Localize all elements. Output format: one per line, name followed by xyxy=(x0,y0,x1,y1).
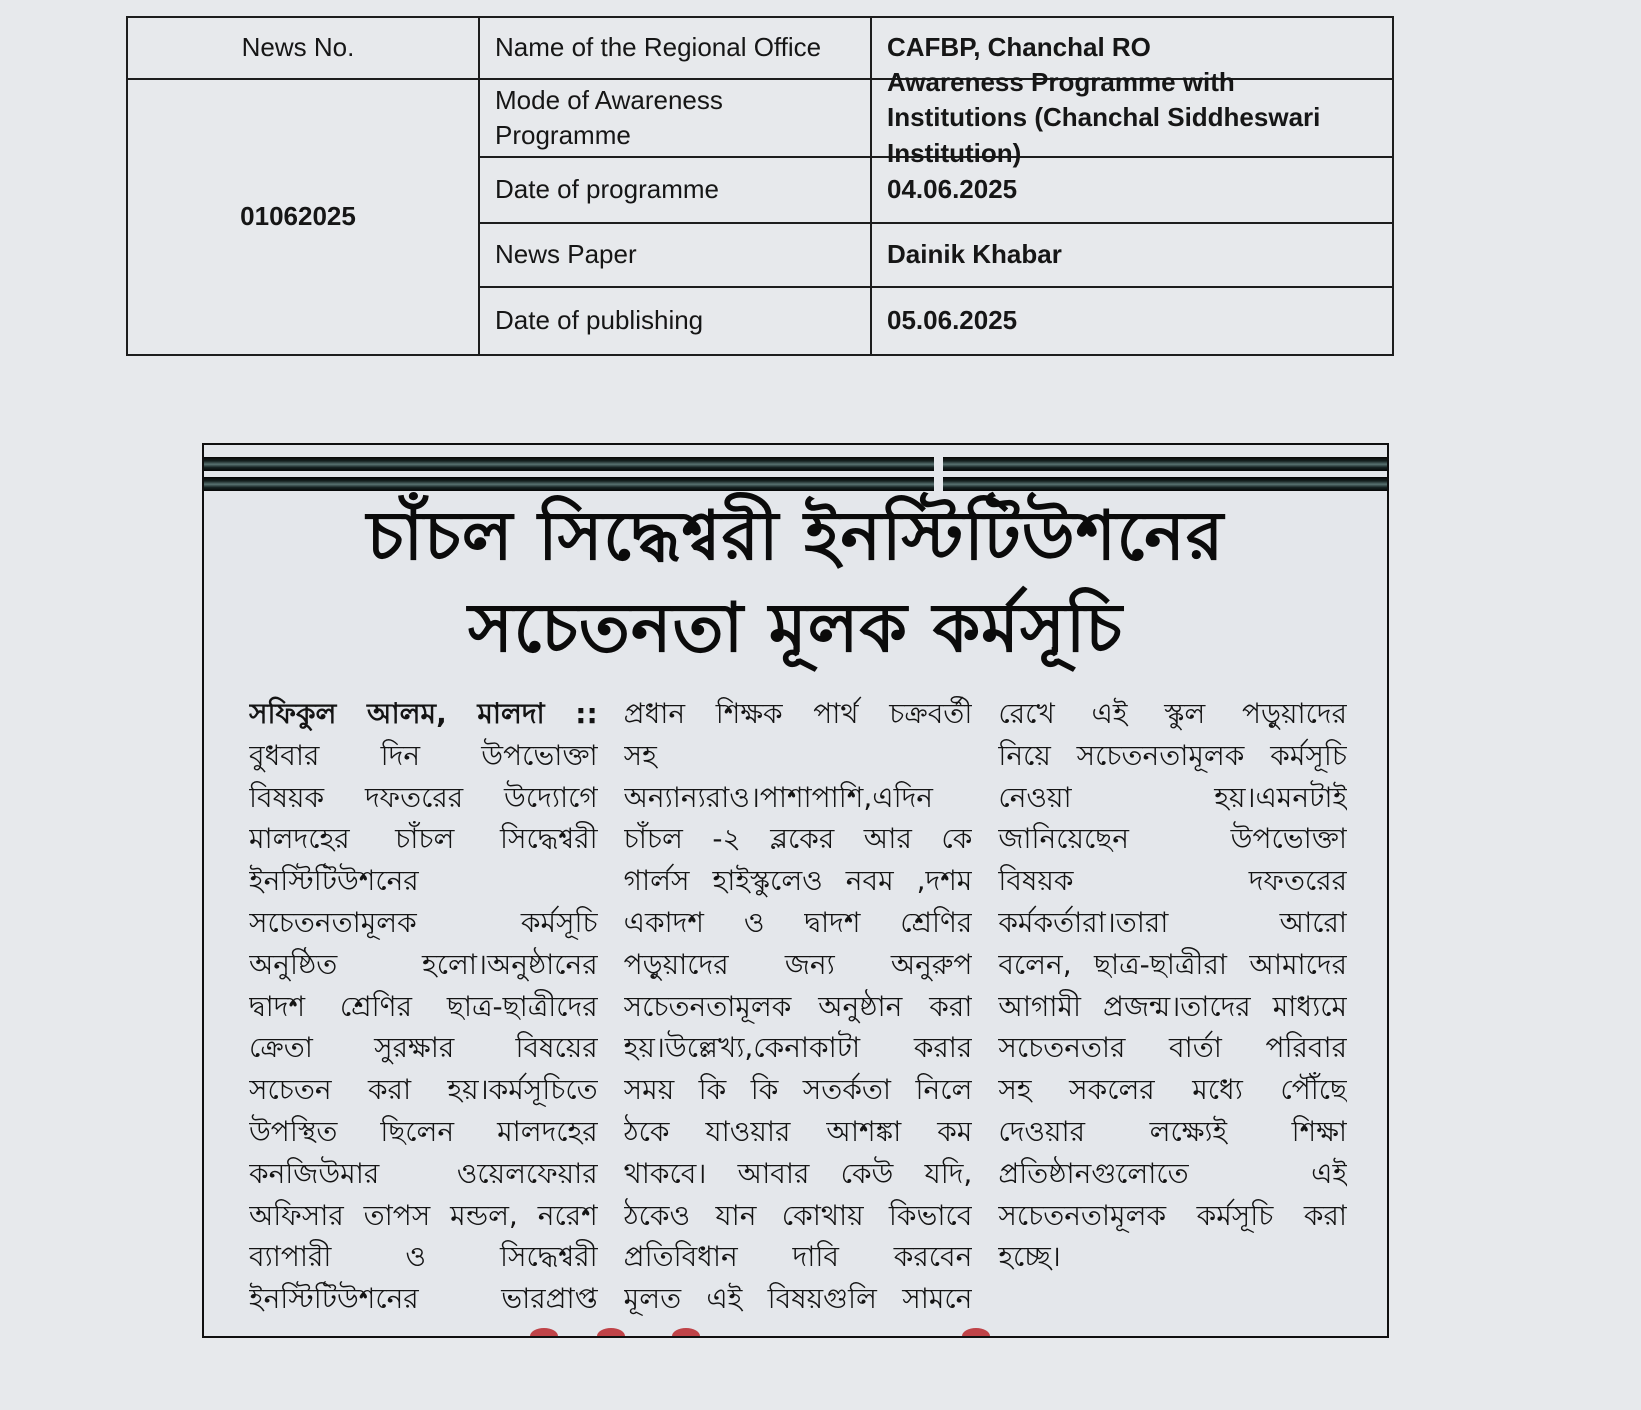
red-ink-mark xyxy=(597,1328,625,1336)
newsprint-line: প্রধান শিক্ষক পার্থ চক্রবর্তী xyxy=(623,697,973,730)
newsprint-line: সহ সকলের মধ্যে পৌঁছে xyxy=(998,1073,1348,1107)
newsprint-line: বিষয়ক দফতরের উদ্যোগে xyxy=(249,780,598,814)
newsprint-line: প্রতিষ্ঠানগুলোতে এই xyxy=(998,1156,1348,1190)
newsprint-line: বিষয়ক দফতরের xyxy=(998,864,1348,898)
newsprint-line: সহ xyxy=(623,738,657,772)
newsprint-line: হয়।উল্লেখ্য,কেনাকাটা করার xyxy=(623,1031,973,1065)
table-label-programme-date: Date of programme xyxy=(480,158,872,224)
table-value-newspaper: Dainik Khabar xyxy=(872,224,1392,288)
report-table xyxy=(126,16,1394,356)
newsprint-line: ঠকেও যান কোথায় কিভাবে xyxy=(623,1198,973,1232)
newsprint-line: সচেতন করা হয়।কর্মসূচিতে xyxy=(249,1073,598,1107)
newsprint-line: দেওয়ার লক্ষ্যেই শিক্ষা xyxy=(998,1114,1348,1148)
newsprint-line: গার্লস হাইস্কুলেও নবম ,দশম xyxy=(623,864,973,898)
newsprint-line: ব্যাপারী ও সিদ্ধেশ্বরী xyxy=(249,1240,598,1274)
newsprint-line: সফিকুল আলম, মালদা :: xyxy=(249,697,598,730)
newsprint-line: চাঁচল -২ ব্লকের আর কে xyxy=(623,822,973,856)
red-ink-mark xyxy=(962,1328,990,1336)
newspaper-rule-bar-top xyxy=(204,457,1387,471)
clipping-headline xyxy=(204,491,1387,675)
newsprint-line: প্রতিবিধান দাবি করবেন xyxy=(623,1240,973,1274)
newsprint-line: একাদশ ও দ্বাদশ শ্রেণির xyxy=(623,905,973,939)
newsprint-line: অফিসার তাপস মন্ডল, নরেশ xyxy=(249,1198,598,1232)
newsprint-line: সচেতনতামূলক অনুষ্ঠান করা xyxy=(623,989,973,1023)
newsprint-line: আগামী প্রজন্ম।তাদের মাধ্যমে xyxy=(998,989,1348,1023)
table-value-news-no: 01062025 xyxy=(128,80,480,354)
newsprint-line: সচেতনতামূলক কর্মসূচি xyxy=(249,905,598,939)
newsprint-line: কর্মকর্তারা।তারা আরো xyxy=(998,905,1348,939)
clipping-body xyxy=(249,693,1347,1324)
newsprint-line: মালদহের চাঁচল সিদ্ধেশ্বরী xyxy=(249,822,598,856)
newsprint-column-3 xyxy=(998,693,1347,1324)
table-value-publishing-date: 05.06.2025 xyxy=(887,305,1018,336)
newsprint-line: কনজিউমার ওয়েলফেয়ার xyxy=(249,1156,598,1190)
newsprint-column-2 xyxy=(624,693,973,1324)
newsprint-line: মূলত এই বিষয়গুলি সামনে xyxy=(623,1282,973,1316)
table-value-regional-office: CAFBP, Chanchal RO xyxy=(872,18,1392,80)
newsprint-line: অনুষ্ঠিত হলো।অনুষ্ঠানের xyxy=(249,947,598,981)
red-ink-mark xyxy=(530,1328,558,1336)
table-label-regional-office: Name of the Regional Office xyxy=(480,18,872,80)
newsprint-line: উপস্থিত ছিলেন মালদহের xyxy=(249,1114,598,1148)
table-label-mode xyxy=(480,80,872,158)
newsprint-line: ঠকে যাওয়ার আশঙ্কা কম xyxy=(623,1114,973,1148)
newsprint-line: অন্যান্যরাও।পাশাপাশি,এদিন xyxy=(623,780,933,814)
newsprint-line: নিয়ে সচেতনতামূলক কর্মসূচি xyxy=(998,738,1348,772)
newsprint-line: দ্বাদশ শ্রেণির ছাত্র-ছাত্রীদের xyxy=(249,989,598,1023)
newsprint-line: সচেতনতামূলক কর্মসূচি করা xyxy=(998,1198,1348,1232)
newsprint-line: নেওয়া হয়।এমনটাই xyxy=(998,780,1348,814)
newsprint-line: থাকবে। আবার কেউ যদি, xyxy=(623,1156,973,1190)
newsprint-line: সময় কি কি সতর্কতা নিলে xyxy=(623,1073,973,1107)
newsprint-line: সচেতনতার বার্তা পরিবার xyxy=(998,1031,1348,1065)
newsprint-line: পড়ুয়াদের জন্য অনুরুপ xyxy=(623,947,973,981)
newsprint-line: জানিয়েছেন উপভোক্তা xyxy=(998,822,1348,856)
table-label-publishing-date: Date of publishing xyxy=(480,288,872,354)
red-ink-mark xyxy=(672,1328,700,1336)
rule-bar-gap xyxy=(934,455,943,493)
table-label-newspaper: News Paper xyxy=(480,224,872,288)
table-value-programme-date: 04.06.2025 xyxy=(872,158,1392,224)
newsprint-line: বলেন, ছাত্র-ছাত্রীরা আমাদের xyxy=(998,947,1348,981)
news-clipping xyxy=(202,443,1389,1338)
newsprint-line: হচ্ছে। xyxy=(998,1240,1061,1274)
newsprint-line: ইনস্টিটিউশনের ভারপ্রাপ্ত xyxy=(249,1282,598,1316)
newsprint-line: রেখে এই স্কুল পড়ুয়াদের xyxy=(998,697,1348,730)
newsprint-line: ক্রেতা সুরক্ষার বিষয়ের xyxy=(249,1031,598,1065)
table-label-mode-text: Mode of Awareness Programme xyxy=(495,84,723,150)
clipping-headline-line1: চাঁচল সিদ্ধেশ্বরী ইনস্টিটিউশনের xyxy=(366,497,1225,576)
newsprint-line: বুধবার দিন উপভোক্তা xyxy=(249,738,598,772)
newsprint-column-1 xyxy=(249,693,598,1324)
table-value-mode: Awareness Programme with Institutions (Chanchal Siddheswari Institution) xyxy=(872,80,1392,158)
table-header-news-no: News No. xyxy=(128,18,480,80)
clipping-headline-line2: সচেতনতা মূলক কর্মসূচি xyxy=(467,589,1124,668)
newspaper-rule-bar-bottom xyxy=(204,477,1387,491)
newsprint-line: ইনস্টিটিউশনের xyxy=(249,864,419,898)
